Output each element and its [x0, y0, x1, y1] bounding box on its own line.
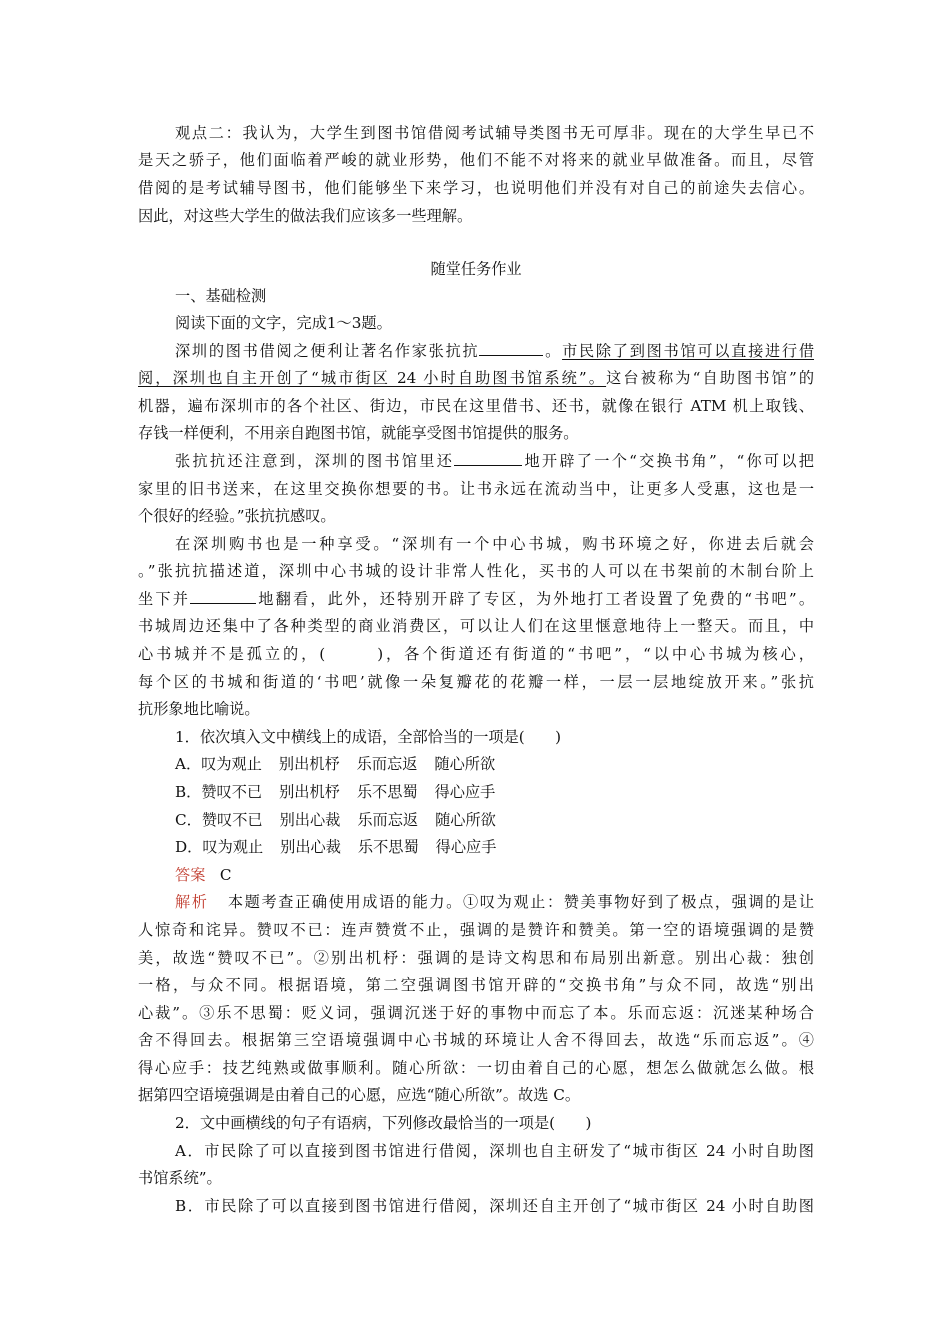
passage-line: 阅，深圳也自主开创了“城市街区 24 小时自助图书馆系统”。这台被称为“自助图书馆”的: [138, 369, 815, 387]
analysis-line: 舍不得回去。根据第三空语境强调中心书城的环境让人舍不得回去，故选“乐而忘返”。④: [138, 1031, 814, 1049]
question-stem: 2．文中画横线的句子有语病，下列修改最恰当的一项是( ): [175, 1114, 592, 1132]
underlined-sentence: 阅，深圳也自主开创了“城市街区 24 小时自助图书馆系统”。: [138, 369, 607, 387]
question-stem: 1．依次填入文中横线上的成语，全部恰当的一项是( ): [175, 728, 562, 746]
part-heading: 一、基础检测: [175, 287, 267, 305]
passage-line: 在深圳购书也是一种享受。“深圳有一个中心书城，购书环境之好，你进去后就会: [175, 535, 814, 553]
fill-blank: [190, 589, 256, 604]
fill-blank: [454, 451, 522, 466]
passage-line: 机器，遍布深圳市的各个社区、街边，市民在这里借书、还书，就像在银行 ATM 机上取钱、: [138, 397, 814, 415]
viewpoint-line: 是天之骄子，他们面临着严峻的就业形势，他们不能不对将来的就业早做准备。而且，尽管: [138, 151, 814, 169]
passage-line: 书城周边还集中了各种类型的商业消费区，可以让人们在这里惬意地待上一整天。而且，中: [138, 617, 814, 635]
instruction: 阅读下面的文字，完成1～3题。: [175, 314, 392, 332]
passage-line: 抗形象地比喻说。: [138, 700, 260, 718]
option-a: A．叹为观止 别出机杼 乐而忘返 随心所欲: [175, 755, 496, 773]
option-a: A．市民除了可以直接到图书馆进行借阅，深圳也自主研发了“城市街区 24 小时自助图: [175, 1142, 814, 1160]
analysis-line: 解析 本题考查正确使用成语的能力。①叹为观止：赞美事物好到了极点，强调的是让: [175, 893, 815, 911]
section-title: 随堂任务作业: [430, 260, 522, 278]
analysis-line: 心裁”。③乐不思蜀：贬义词，强调沉迷于好的事物中而忘了本。乐而忘返：沉迷某种场合: [138, 1004, 814, 1022]
passage-line: 存钱一样便利，不用亲自跑图书馆，就能享受图书馆提供的服务。: [138, 424, 579, 442]
viewpoint-line: 因此，对这些大学生的做法我们应该多一些理解。: [138, 207, 473, 225]
answer-value: C: [219, 866, 232, 884]
passage-line: 家里的旧书送来，在这里交换你想要的书。让书永远在流动当中，让更多人受惠，这也是一: [138, 480, 814, 498]
fill-blank: [479, 341, 543, 356]
passage-line: 个很好的经验。”张抗抗感叹。: [138, 507, 336, 525]
analysis-line: 美，故选“赞叹不已”。②别出机杼：强调的是诗文构思和布局别出新意。别出心裁：独创: [138, 949, 814, 967]
analysis-line: 一格，与众不同。根据语境，第二空强调图书馆开辟的“交换书角”与众不同，故选“别出: [138, 976, 814, 994]
viewpoint-line: 借阅的是考试辅导图书，他们能够坐下来学习，也说明他们并没有对自己的前途失去信心。: [138, 179, 814, 197]
option-b: B．赞叹不已 别出机杼 乐不思蜀 得心应手: [175, 783, 496, 801]
passage-line: 深圳的图书借阅之便利让著名作家张抗抗 。市民除了到图书馆可以直接进行借: [175, 342, 815, 360]
passage-line: 张抗抗还注意到，深圳的图书馆里还 地开辟了一个“交换书角”，“你可以把: [175, 452, 814, 470]
analysis-line: 人惊奇和诧异。赞叹不已：连声赞赏不止，强调的是赞许和赞美。第一空的语境强调的是赞: [138, 921, 814, 939]
passage-line: 。”张抗抗描述道，深圳中心书城的设计非常人性化，买书的人可以在书架前的木制台阶上: [138, 562, 814, 580]
analysis-line: 得心应手：技艺纯熟或做事顺利。随心所欲：一切由着自己的心愿，想怎么做就怎么做。根: [138, 1059, 814, 1077]
analysis-line: 据第四空语境强调是由着自己的心愿，应选“随心所欲”。故选 C。: [138, 1086, 581, 1104]
analysis-label: 解析: [175, 893, 209, 911]
underlined-sentence: 市民除了到图书馆可以直接进行借: [562, 342, 815, 360]
option-c: C．赞叹不已 别出心裁 乐而忘返 随心所欲: [175, 811, 496, 829]
option-d: D．叹为观止 别出心裁 乐不思蜀 得心应手: [175, 838, 497, 856]
passage-line: 每个区的书城和街道的‘书吧’就像一朵复瓣花的花瓣一样，一层一层地绽放开来。”张抗: [138, 673, 814, 691]
answer: [175, 865, 814, 885]
option-b: B．市民除了可以直接到图书馆进行借阅，深圳还自主开创了“城市街区 24 小时自助图: [175, 1197, 814, 1215]
option-a-continued: 书馆系统”。: [138, 1169, 222, 1187]
passage-line: 坐下并 地翻看，此外，还特别开辟了专区，为外地打工者设置了免费的“书吧”。: [138, 590, 815, 608]
viewpoint-line: 观点二：我认为，大学生到图书馆借阅考试辅导类图书无可厚非。现在的大学生早已不: [175, 124, 814, 142]
passage-line: 心书城并不是孤立的，( )，各个街道还有街道的“书吧”，“以中心书城为核心，: [138, 645, 814, 663]
answer-label: 答案: [175, 866, 206, 884]
